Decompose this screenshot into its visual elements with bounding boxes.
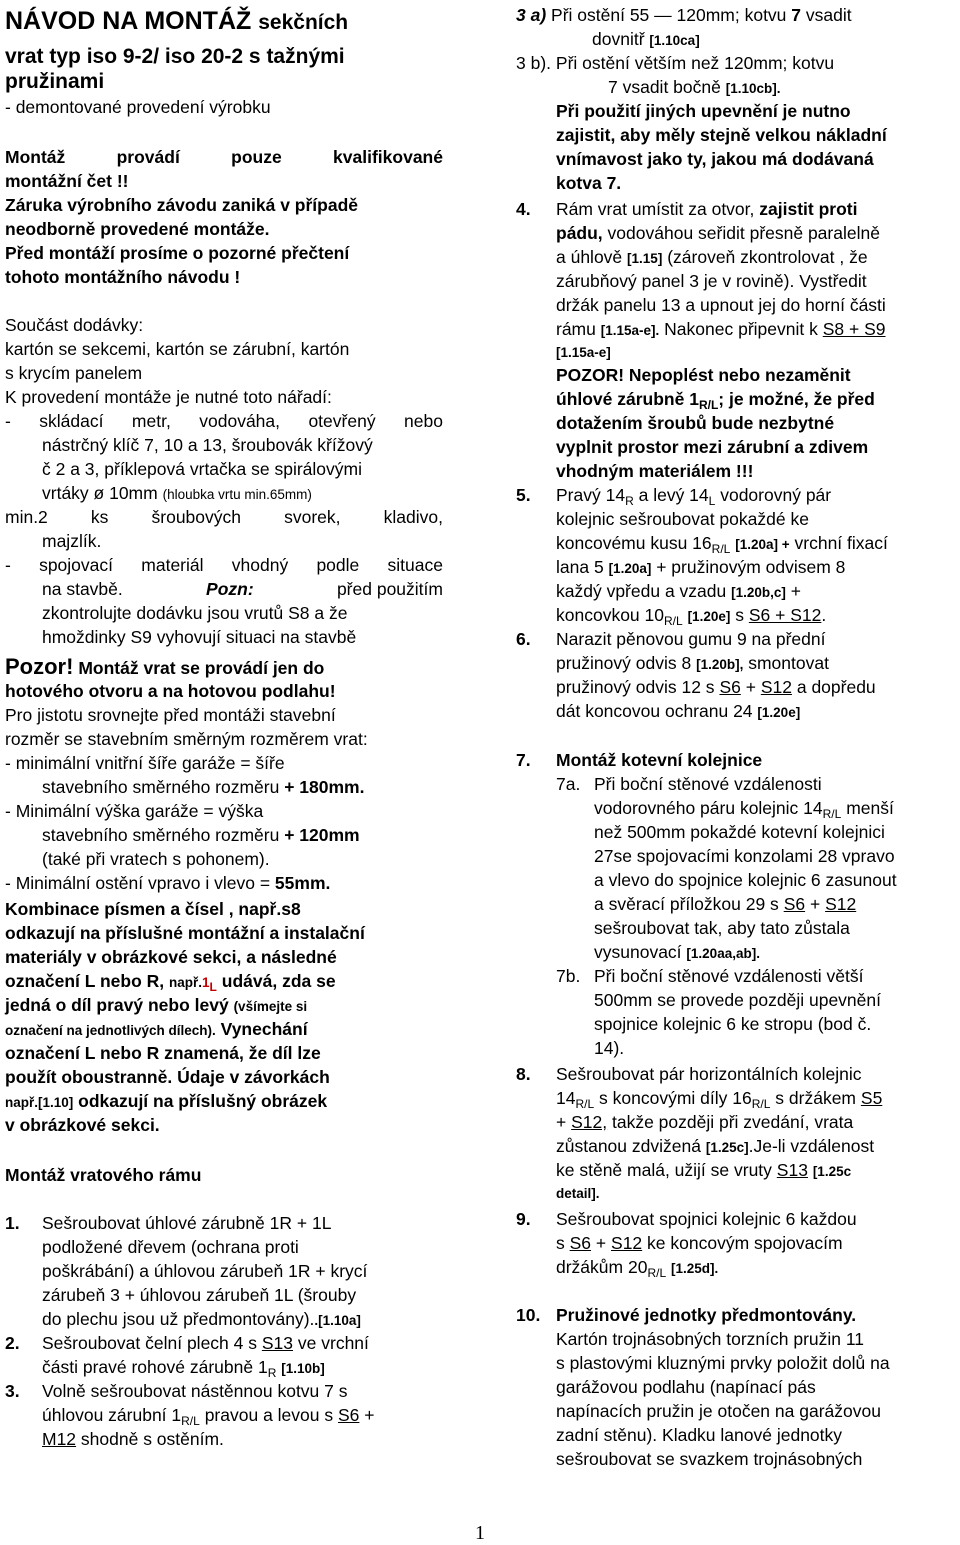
- step-line: s S6 + S12 ke koncovým spojovacím: [556, 1233, 843, 1253]
- substep-line: 500mm se provede později upevnění: [594, 990, 881, 1010]
- supply-heading: Součást dodávky:: [5, 315, 144, 335]
- notice-line: kotva 7.: [556, 173, 622, 193]
- substep-line: vodorovného páru kolejnic $14_{R/L}$ menší: [594, 798, 894, 821]
- step-warning-line: úhlové zárubně $1_{R/L}$; je možné, že před: [556, 389, 875, 412]
- step-title: Montáž kotevní kolejnice: [556, 750, 763, 770]
- page-number: 1: [475, 1522, 485, 1544]
- substep-line: Při boční stěnové vzdálenosti: [594, 774, 822, 794]
- step-line: Pravý $14_R$ a levý $14_L$ vodorovný pár: [556, 485, 832, 508]
- step-line: a úhlově [1.15] (zároveň zkontrolovat , že: [556, 247, 868, 267]
- step-line: sešroubovat se svazkem trojnásobných: [556, 1449, 863, 1469]
- step-line: dát koncovou ochranu 24 [1.20e]: [556, 701, 801, 721]
- labeling-line: použít oboustranně. Údaje v závorkách: [5, 1067, 330, 1087]
- step-line: pádu, vodováhou seřidit přesně paralelně: [556, 223, 880, 243]
- step-line: napínacích pružin je otočen na garážovou: [556, 1401, 881, 1421]
- step-line: Sešroubovat úhlové zárubně 1R + 1L: [42, 1213, 332, 1233]
- intro-line: tohoto montážního návodu !: [5, 267, 241, 287]
- step-number: 2.: [5, 1333, 20, 1353]
- intro-line: Před montáží prosíme o pozorné přečtení: [5, 243, 350, 263]
- step-number: 8.: [516, 1064, 531, 1084]
- step-line: koncovkou $10_{R/L}$ [1.20e] s S6 + S12.: [556, 605, 827, 628]
- step-line: držák panelu 13 a upnout jej do horní části: [556, 295, 886, 315]
- step-line: pružinový odvis 8 [1.20b], smontovat: [556, 653, 829, 673]
- step-warning-line: dotažením šroubů bude nezbytné: [556, 413, 835, 433]
- warning-heading: Pozor! Montáž vrat se provádí jen do: [5, 654, 325, 679]
- step-line: Kartón trojnásobných torzních pružin 11: [556, 1329, 865, 1349]
- intro-line: montážní čet !!: [5, 171, 129, 191]
- step-line: podložené dřevem (ochrana proti: [42, 1237, 299, 1257]
- warning-line: - minimální vnitřní šíře garáže = šíře: [5, 753, 285, 773]
- frame-section-heading: Montáž vratového rámu: [5, 1165, 202, 1185]
- tools-line: nástrčný klíč 7, 10 a 13, šroubovák křížový: [42, 435, 373, 455]
- tools-line: č 2 a 3, příklepová vrtačka se spirálovými: [42, 459, 362, 479]
- step-number: 1.: [5, 1213, 20, 1233]
- step-line: Sešroubovat čelní plech 4 s S13 ve vrchní: [42, 1333, 369, 1353]
- tools-intro: K provedení montáže je nutné toto nářadí:: [5, 387, 332, 407]
- material-line: na stavbě. Pozn: před použitím: [42, 579, 443, 599]
- step-number: 5.: [516, 485, 531, 505]
- step-number: 10.: [516, 1305, 541, 1325]
- warning-line: - Minimální výška garáže = výška: [5, 801, 264, 821]
- step-line: úhlovou zárubní $1_{R/L}$ pravou a levou s S6 +: [42, 1405, 375, 1428]
- notice-line: Při použití jiných upevnění je nutno: [556, 101, 851, 121]
- intro-line: Montáž provádí pouze kvalifikované: [5, 147, 443, 167]
- labeling-line: např.[1.10] odkazují na příslušný obrázek: [5, 1091, 328, 1111]
- step-line: zárubeň 3 + úhlovou zárubeň 1L (šrouby: [42, 1285, 357, 1305]
- substep-number: 7a.: [556, 774, 581, 794]
- substep-line: 14).: [594, 1038, 625, 1058]
- substep-number: 7b.: [556, 966, 581, 986]
- material-line: - spojovací materiál vhodný podle situace: [5, 555, 443, 575]
- material-line: hmoždinky S9 vyhovují situaci na stavbě: [42, 627, 357, 647]
- step-warning-line: vhodným materiálem !!!: [556, 461, 754, 481]
- step-line: + S12, takže později při zvedání, vrata: [556, 1112, 854, 1132]
- substep-line: spojnice kolejnic 6 ke stropu (bod č.: [594, 1014, 872, 1034]
- document-title-line-3: pružinami: [5, 70, 105, 93]
- variant-line: 7 vsadit bočně [1.10cb].: [608, 77, 781, 97]
- tools-line: - skládací metr, vodováha, otevřený nebo: [5, 411, 443, 431]
- labeling-line: v obrázkové sekci.: [5, 1115, 160, 1135]
- step-line: lana 5 [1.20a] + pružinovým odvisem 8: [556, 557, 846, 577]
- step-line: zárubňový panel 3 je v rovině). Vystředit: [556, 271, 867, 291]
- step-line: každý vpředu a vzadu [1.20b,c] +: [556, 581, 802, 601]
- step-number: 4.: [516, 199, 531, 219]
- step-number: 9.: [516, 1209, 531, 1229]
- document-title-line-2: vrat typ iso 9-2/ iso 20-2 s tažnými: [5, 45, 345, 68]
- labeling-line: označení L nebo R znamená, že díl lze: [5, 1043, 321, 1063]
- step-line: M12 shodně s ostěním.: [42, 1429, 224, 1449]
- step-line: držákům $20_{R/L}$ [1.25d].: [556, 1257, 719, 1280]
- warning-line: stavebního směrného rozměru + 180mm.: [42, 777, 365, 797]
- variant-line: 3 b). Při ostění větším než 120mm; kotvu: [516, 53, 835, 73]
- variant-line: 3 a) Při ostění 55 — 120mm; kotvu 7 vsadit: [516, 5, 852, 25]
- step-line: rámu [1.15a-e]. Nakonec připevnit k S8 + S9: [556, 319, 886, 339]
- step-number: 3.: [5, 1381, 20, 1401]
- step-warning-line: vyplnit prostor mezi zárubní a zdivem: [556, 437, 869, 457]
- step-line: zůstanou zdvižená [1.25c].Je-li vzdálenost: [556, 1136, 875, 1156]
- labeling-line: odkazují na příslušné montážní a instalační: [5, 923, 365, 943]
- material-line: zkontrolujte dodávku jsou vrutů S8 a že: [42, 603, 348, 623]
- step-line: s plastovými kluznými prvky položit dolů na: [556, 1353, 890, 1373]
- document-subtitle: - demontované provedení výrobku: [5, 97, 271, 117]
- step-line: kolejnic sešroubovat pokaždé ke: [556, 509, 809, 529]
- notice-line: vnímavost jako ty, jakou má dodávaná: [556, 149, 874, 169]
- labeling-line: označení na jednotlivých dílech). Vynechání: [5, 1019, 308, 1039]
- substep-line: a vlevo do spojnice kolejnic 6 zasunout: [594, 870, 897, 890]
- notice-line: zajistit, aby měly stejně velkou nákladní: [556, 125, 887, 145]
- step-line: Sešroubovat pár horizontálních kolejnic: [556, 1064, 862, 1084]
- supply-line: kartón se sekcemi, kartón se zárubní, kartón: [5, 339, 350, 359]
- warning-line: (také při vratech s pohonem).: [42, 849, 270, 869]
- step-number: 6.: [516, 629, 531, 649]
- step-number: 7.: [516, 750, 531, 770]
- step-line: koncovému kusu $16_{R/L}$ [1.20a] + vrchní fixací: [556, 533, 888, 556]
- warning-line: Pro jistotu srovnejte před montáži stavební: [5, 705, 336, 725]
- variant-line: dovnitř [1.10ca]: [592, 29, 700, 49]
- labeling-line: jedná o díl pravý nebo levý (všímejte si: [5, 995, 308, 1015]
- substep-line: vysunovací [1.20aa,ab].: [594, 942, 760, 962]
- step-line: pružinový odvis 12 s S6 + S12 a dopředu: [556, 677, 876, 697]
- substep-line: 27se spojovacími konzolami 28 vpravo: [594, 846, 895, 866]
- substep-line: Při boční stěnové vzdálenosti větší: [594, 966, 864, 986]
- tools-line: min.2 ks šroubových svorek, kladivo,: [5, 507, 443, 527]
- labeling-line: označení L nebo R, $např.1_L$ udává, zda se: [5, 971, 336, 994]
- step-line: Sešroubovat spojnici kolejnic 6 každou: [556, 1209, 857, 1229]
- step-line: zadní stěnu). Kladku lanové jednotky: [556, 1425, 843, 1445]
- step-warning-line: POZOR! Nepoplést nebo nezaměnit: [556, 365, 851, 385]
- document-title-line-1: NÁVOD NA MONTÁŽ sekčních: [5, 7, 349, 35]
- step-line: do plechu jsou už předmontovány)..[1.10a]: [42, 1309, 361, 1329]
- substep-line: a svěrací příložkou 29 s S6 + S12: [594, 894, 857, 914]
- step-line: ke stěně malá, užijí se vruty S13 [1.25c: [556, 1160, 852, 1180]
- step-line: detail].: [556, 1186, 600, 1201]
- step-line: části pravé rohové zárubně $1_R$ [1.10b]: [42, 1357, 325, 1380]
- labeling-line: Kombinace písmen a čísel , např.s8: [5, 899, 301, 919]
- step-line: [1.15a-e]: [556, 345, 611, 360]
- step-line: Narazit pěnovou gumu 9 na přední: [556, 629, 826, 649]
- step-line: poškrábání) a úhlovou zárubeň 1R + krycí: [42, 1261, 368, 1281]
- tools-line: vrtáky ø 10mm (hloubka vrtu min.65mm): [42, 483, 312, 503]
- step-line: Rám vrat umístit za otvor, zajistit proti: [556, 199, 858, 219]
- intro-line: Záruka výrobního závodu zaniká v případě: [5, 195, 359, 215]
- step-line: Volně sešroubovat nástěnnou kotvu 7 s: [42, 1381, 348, 1401]
- step-line: $14_{R/L}$ s koncovými díly $16_{R/L}$ s držákem S5: [556, 1088, 883, 1111]
- warning-line: stavebního směrného rozměru + 120mm: [42, 825, 360, 845]
- substep-line: než 500mm pokaždé kotevní kolejnici: [594, 822, 885, 842]
- warning-line: - Minimální ostění vpravo i vlevo = 55mm.: [5, 873, 331, 893]
- substep-line: sešroubovat tak, aby tato zůstala: [594, 918, 850, 938]
- step-line: Pružinové jednotky předmontovány.: [556, 1305, 857, 1325]
- supply-line: s krycím panelem: [5, 363, 143, 383]
- intro-line: neodborně provedené montáže.: [5, 219, 270, 239]
- warning-line: rozměr se stavebním směrným rozměrem vrat:: [5, 729, 368, 749]
- warning-line: hotového otvoru a na hotovou podlahu!: [5, 681, 336, 701]
- tools-line: majzlík.: [42, 531, 102, 551]
- step-line: garážovou podlahu (napínací pás: [556, 1377, 816, 1397]
- labeling-line: materiály v obrázkové sekci, a následné: [5, 947, 337, 967]
